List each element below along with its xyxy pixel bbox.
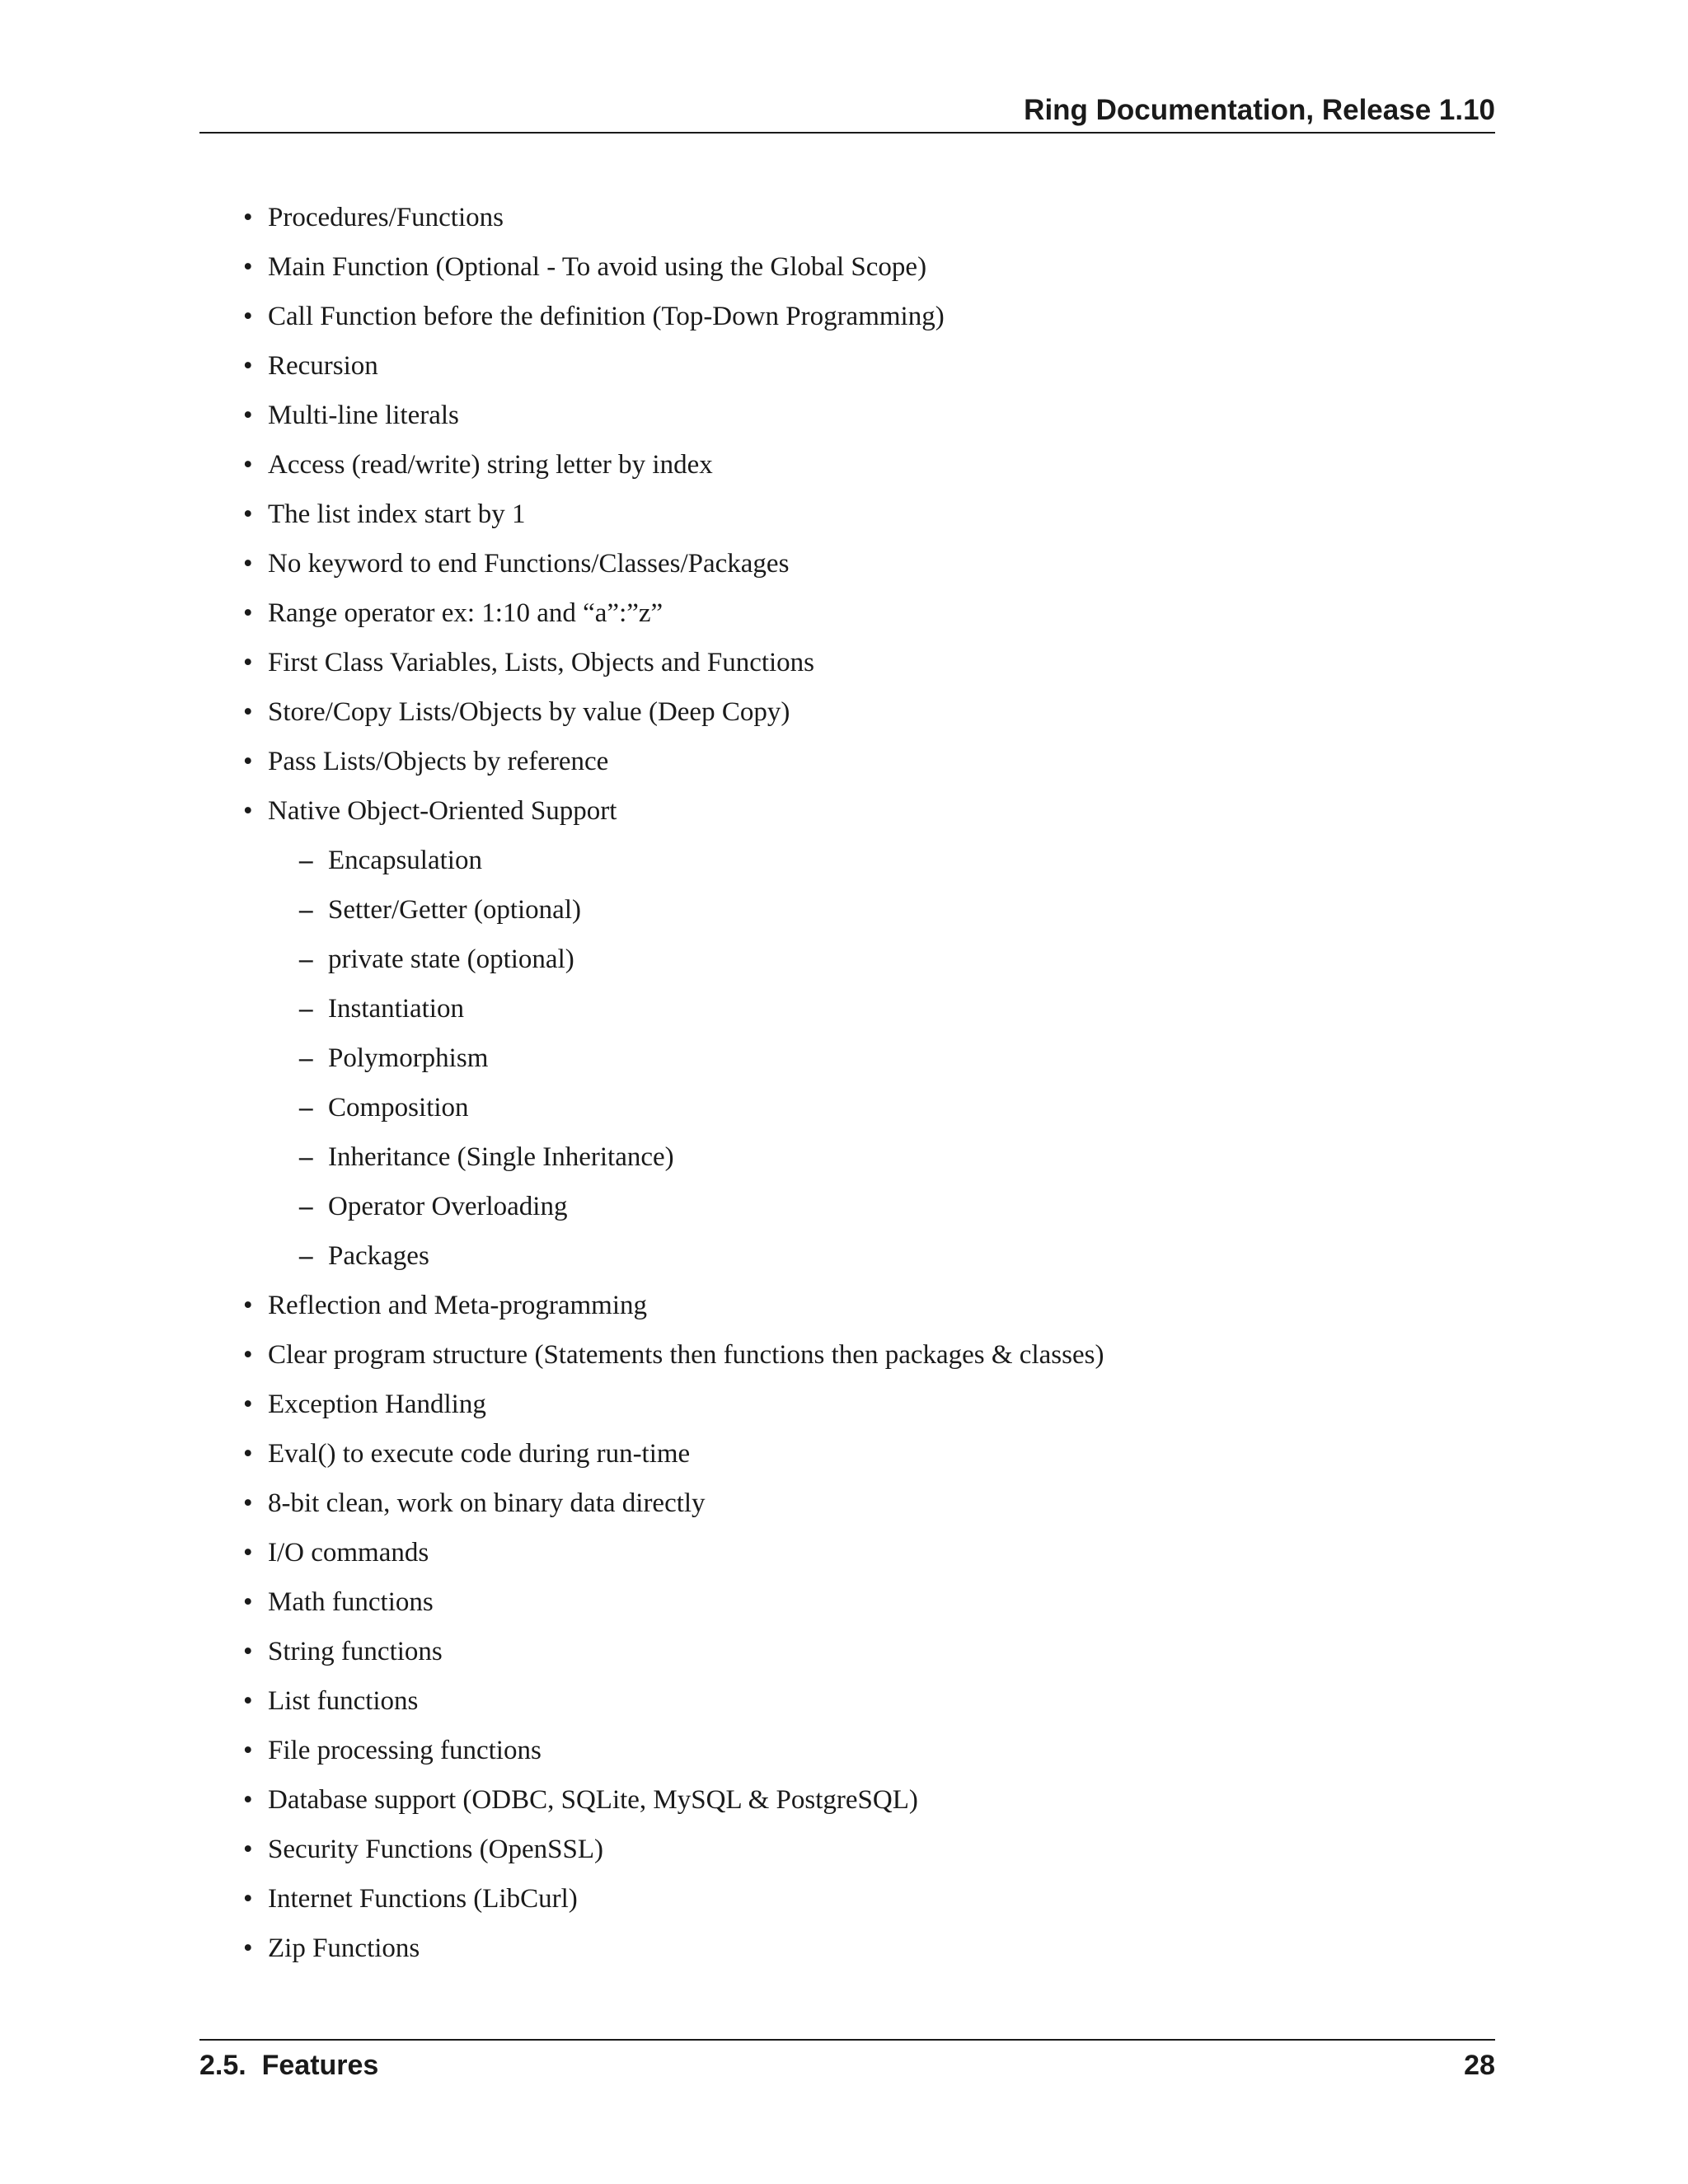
bullet-point: •	[243, 598, 253, 628]
sub-list-item	[0, 1236, 1688, 1286]
bullet-point: •	[243, 1686, 253, 1716]
list-item-text: Reflection and Meta-programming	[268, 1291, 648, 1320]
bullet-point: •	[243, 549, 253, 579]
list-item-text: Native Object-Oriented Support	[268, 796, 617, 826]
list-item-text: I/O commands	[268, 1538, 429, 1568]
page-number: 28	[1464, 2050, 1495, 2081]
bullet-point: •	[243, 1587, 253, 1617]
bullet-point: •	[243, 401, 253, 430]
feature-list	[0, 198, 1688, 1978]
list-item	[0, 198, 1688, 247]
list-item	[0, 445, 1688, 494]
list-item	[0, 1731, 1688, 1780]
bullet-point: •	[243, 203, 253, 232]
bullet-point: •	[243, 1340, 253, 1370]
dash-bullet: –	[299, 1192, 313, 1221]
list-item-text: Range operator ex: 1:10 and “a”:”z”	[268, 598, 663, 628]
bullet-point: •	[243, 1933, 253, 1963]
bullet-point: •	[243, 796, 253, 826]
list-item-text: Inheritance (Single Inheritance)	[328, 1142, 674, 1172]
bullet-point: •	[243, 302, 253, 331]
list-item	[0, 791, 1688, 841]
list-item-text: Operator Overloading	[328, 1192, 568, 1221]
dash-bullet: –	[299, 1043, 313, 1073]
list-item-text: String functions	[268, 1637, 443, 1666]
list-item	[0, 1533, 1688, 1582]
list-item	[0, 247, 1688, 297]
list-item	[0, 1780, 1688, 1830]
list-item	[0, 1385, 1688, 1434]
list-item	[0, 643, 1688, 692]
list-item	[0, 494, 1688, 544]
dash-bullet: –	[299, 1241, 313, 1271]
list-item-text: Procedures/Functions	[268, 203, 504, 232]
section-title: 2.5. Features	[199, 2050, 379, 2081]
list-item-text: Store/Copy Lists/Objects by value (Deep Copy)	[268, 697, 790, 727]
list-item-text: Eval() to execute code during run-time	[268, 1439, 691, 1469]
bullet-point: •	[243, 1884, 253, 1914]
bullet-point: •	[243, 499, 253, 529]
list-item	[0, 1582, 1688, 1632]
bullet-point: •	[243, 351, 253, 381]
list-item	[0, 1483, 1688, 1533]
sub-list-item	[0, 1038, 1688, 1088]
list-item-text: Math functions	[268, 1587, 434, 1617]
sub-list-item	[0, 1137, 1688, 1187]
list-item-text: Call Function before the definition (Top-Down Programming)	[268, 302, 945, 331]
list-item-text: The list index start by 1	[268, 499, 526, 529]
dash-bullet: –	[299, 994, 313, 1024]
bullet-point: •	[243, 1488, 253, 1518]
bullet-point: •	[243, 1538, 253, 1568]
list-item	[0, 544, 1688, 593]
list-item-text: private state (optional)	[328, 944, 574, 974]
bullet-point: •	[243, 1736, 253, 1765]
list-item	[0, 692, 1688, 742]
list-item-text: Setter/Getter (optional)	[328, 895, 581, 925]
bullet-point: •	[243, 1835, 253, 1864]
list-item-text: Zip Functions	[268, 1933, 420, 1963]
list-item	[0, 593, 1688, 643]
bullet-point: •	[243, 747, 253, 776]
bullet-point: •	[243, 1439, 253, 1469]
list-item	[0, 1335, 1688, 1385]
sub-list-item	[0, 841, 1688, 890]
dash-bullet: –	[299, 1142, 313, 1172]
list-item	[0, 396, 1688, 445]
sub-list-item	[0, 1187, 1688, 1236]
list-item	[0, 1434, 1688, 1483]
list-item-text: Exception Handling	[268, 1390, 486, 1419]
dash-bullet: –	[299, 846, 313, 875]
bullet-point: •	[243, 1390, 253, 1419]
bullet-point: •	[243, 1291, 253, 1320]
sub-list-item	[0, 989, 1688, 1038]
dash-bullet: –	[299, 1093, 313, 1122]
list-item-text: Database support (ODBC, SQLite, MySQL & PostgreSQL)	[268, 1785, 918, 1815]
list-item	[0, 1830, 1688, 1879]
page-footer	[199, 2039, 1495, 2090]
document-title: Ring Documentation, Release 1.10	[1024, 94, 1495, 126]
list-item-text: Main Function (Optional - To avoid using the Global Scope)	[268, 252, 927, 282]
list-item	[0, 742, 1688, 791]
bullet-point: •	[243, 697, 253, 727]
list-item	[0, 1681, 1688, 1731]
list-item	[0, 346, 1688, 396]
list-item-text: No keyword to end Functions/Classes/Packages	[268, 549, 790, 579]
list-item-text: File processing functions	[268, 1736, 542, 1765]
list-item-text: Composition	[328, 1093, 469, 1122]
list-item-text: Packages	[328, 1241, 429, 1271]
list-item-text: Polymorphism	[328, 1043, 489, 1073]
list-item-text: Internet Functions (LibCurl)	[268, 1884, 578, 1914]
list-item-text: Security Functions (OpenSSL)	[268, 1835, 603, 1864]
bullet-point: •	[243, 252, 253, 282]
list-item	[0, 1632, 1688, 1681]
bullet-point: •	[243, 1637, 253, 1666]
list-item-text: Encapsulation	[328, 846, 482, 875]
bullet-point: •	[243, 450, 253, 480]
list-item-text: Recursion	[268, 351, 378, 381]
list-item	[0, 1929, 1688, 1978]
list-item-text: Clear program structure (Statements then functions then packages & classes)	[268, 1340, 1104, 1370]
list-item	[0, 1879, 1688, 1929]
page-header	[199, 91, 1495, 134]
bullet-point: •	[243, 648, 253, 677]
list-item-text: Multi-line literals	[268, 401, 459, 430]
list-item-text: Pass Lists/Objects by reference	[268, 747, 609, 776]
sub-list-item	[0, 890, 1688, 940]
sub-list-item	[0, 940, 1688, 989]
list-item	[0, 297, 1688, 346]
list-item-text: Access (read/write) string letter by index	[268, 450, 713, 480]
dash-bullet: –	[299, 944, 313, 974]
list-item-text: List functions	[268, 1686, 419, 1716]
bullet-point: •	[243, 1785, 253, 1815]
list-item	[0, 1286, 1688, 1335]
list-item-text: 8-bit clean, work on binary data directly	[268, 1488, 706, 1518]
dash-bullet: –	[299, 895, 313, 925]
list-item-text: Instantiation	[328, 994, 464, 1024]
list-item-text: First Class Variables, Lists, Objects and Functions	[268, 648, 815, 677]
sub-list-item	[0, 1088, 1688, 1137]
